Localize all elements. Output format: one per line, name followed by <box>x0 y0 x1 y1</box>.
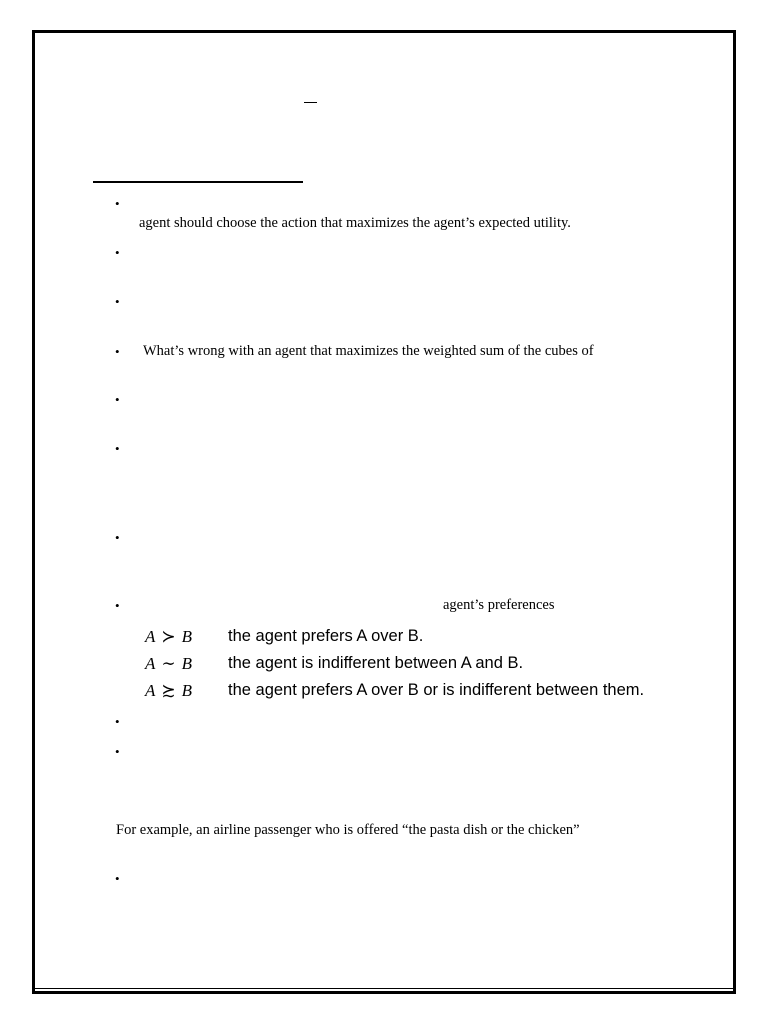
preference-symbol: A ≻ B <box>145 627 193 646</box>
bullet-9: • <box>115 714 120 729</box>
preference-description: the agent prefers A over B. <box>228 627 424 645</box>
bullet-5: • <box>115 392 120 407</box>
bullet-4: • <box>115 344 120 359</box>
bullet-3: • <box>115 294 120 309</box>
text-line-cubes-question: What’s wrong with an agent that maximizes the weighted sum of the cubes of <box>143 343 594 359</box>
preference-description: the agent is indifferent between A and B. <box>228 654 524 672</box>
bullet-7: • <box>115 530 120 545</box>
bullet-10: • <box>115 744 120 759</box>
bullet-6: • <box>115 441 120 456</box>
bullet-2: • <box>115 245 120 260</box>
bullet-1: • <box>115 196 120 211</box>
bullet-8: • <box>115 598 120 613</box>
preference-description: the agent prefers A over B or is indifferent between them. <box>228 681 645 699</box>
preference-symbol: A ∼ B <box>145 654 193 673</box>
title-dash <box>304 102 317 103</box>
text-line-expected-utility: agent should choose the action that maximizes the agent’s expected utility. <box>139 215 571 231</box>
bullet-11: • <box>115 871 120 886</box>
text-line-airline-example: For example, an airline passenger who is offered “the pasta dish or the chicken” <box>116 822 580 838</box>
text-line-agent-preferences: agent’s preferences <box>443 597 555 613</box>
preference-symbol: A ≿ B <box>145 681 193 700</box>
page-border <box>32 30 736 994</box>
heading-underline <box>93 181 303 183</box>
page-border-bottom-rule <box>35 988 733 989</box>
